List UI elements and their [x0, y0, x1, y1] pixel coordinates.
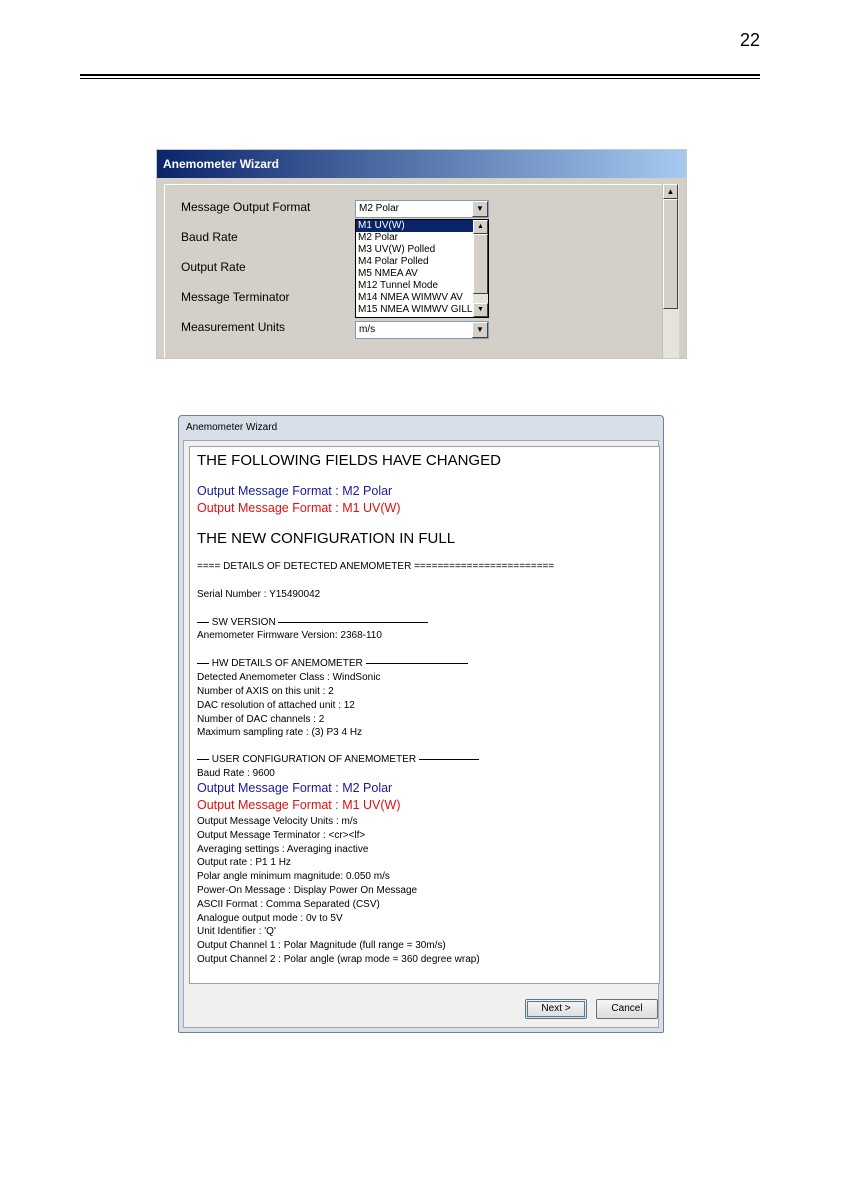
- message-format-dropdown[interactable]: [355, 219, 489, 318]
- baud-rate-line: Baud Rate : 9600: [197, 768, 275, 779]
- dropdown-option[interactable]: M15 NMEA WIMWV GILL: [358, 304, 473, 315]
- old-format-line: Output Message Format : M2 Polar: [197, 484, 393, 498]
- label-output-rate: Output Rate: [181, 260, 246, 274]
- details-header: ==== DETAILS OF DETECTED ANEMOMETER ========================: [197, 561, 555, 572]
- hw-line: DAC resolution of attached unit : 12: [197, 700, 355, 711]
- hw-line: Maximum sampling rate : (3) P3 4 Hz: [197, 727, 363, 738]
- dropdown-option[interactable]: M3 UV(W) Polled: [358, 244, 436, 255]
- user-new-format-line: Output Message Format : M1 UV(W): [197, 798, 401, 812]
- user-line: Output Channel 2 : Polar angle (wrap mode = 360 degree wrap): [197, 954, 480, 965]
- page-number: 22: [740, 30, 761, 50]
- header-rule-thin: [80, 78, 760, 79]
- wizard-title: Anemometer Wizard: [157, 150, 686, 178]
- dropdown-option[interactable]: M4 Polar Polled: [358, 256, 429, 267]
- measurement-units-select[interactable]: [355, 321, 489, 339]
- new-format-line: Output Message Format : M1 UV(W): [197, 501, 401, 515]
- measurement-units-value: m/s: [359, 324, 376, 335]
- hw-line: Detected Anemometer Class : WindSonic: [197, 672, 381, 683]
- user-line: Output Channel 1 : Polar Magnitude (full range = 30m/s): [197, 940, 446, 951]
- label-message-output-format: Message Output Format: [181, 200, 311, 214]
- dropdown-option[interactable]: M2 Polar: [358, 232, 399, 243]
- user-line: Output Message Terminator : <cr><lf>: [197, 830, 366, 841]
- user-config-header: [197, 754, 479, 765]
- cancel-button[interactable]: Cancel: [596, 999, 658, 1019]
- user-line: Output Message Velocity Units : m/s: [197, 816, 358, 827]
- user-line: Polar angle minimum magnitude: 0.050 m/s: [197, 871, 390, 882]
- label-message-terminator: Message Terminator: [181, 290, 290, 304]
- user-line: Output rate : P1 1 Hz: [197, 857, 291, 868]
- scroll-up-icon[interactable]: ▲: [473, 220, 488, 234]
- chevron-down-icon[interactable]: ▼: [472, 201, 488, 217]
- scroll-down-icon[interactable]: ▼: [473, 303, 488, 317]
- next-button[interactable]: Next >: [525, 999, 587, 1019]
- message-format-select[interactable]: [355, 200, 489, 218]
- heading-full: THE NEW CONFIGURATION IN FULL: [197, 530, 456, 547]
- user-line: ASCII Format : Comma Separated (CSV): [197, 899, 380, 910]
- dropdown-option[interactable]: M1 UV(W): [356, 220, 474, 232]
- sw-version-header: [197, 617, 428, 628]
- scroll-up-icon[interactable]: ▲: [663, 184, 678, 199]
- label-baud-rate: Baud Rate: [181, 230, 238, 244]
- sw-version-title: SW VERSION: [211, 617, 276, 628]
- header-rule: [80, 74, 760, 76]
- message-format-value: M2 Polar: [359, 203, 400, 214]
- user-line: Power-On Message : Display Power On Message: [197, 885, 418, 896]
- heading-changed: THE FOLLOWING FIELDS HAVE CHANGED: [197, 452, 501, 469]
- hw-details-title: HW DETAILS OF ANEMOMETER: [211, 658, 363, 669]
- user-line: Averaging settings : Averaging inactive: [197, 844, 369, 855]
- user-line: Unit Identifier : 'Q': [197, 926, 276, 937]
- wizard-frame: [183, 440, 659, 1028]
- dropdown-option[interactable]: M5 NMEA AV: [358, 268, 418, 279]
- hw-details-header: [197, 658, 468, 669]
- firmware-version: Anemometer Firmware Version: 2368-110: [197, 630, 382, 641]
- scroll-thumb[interactable]: [663, 199, 678, 309]
- label-measurement-units: Measurement Units: [181, 320, 286, 334]
- hw-line: Number of DAC channels : 2: [197, 714, 325, 725]
- user-config-title: USER CONFIGURATION OF ANEMOMETER: [211, 754, 417, 765]
- user-old-format-line: Output Message Format : M2 Polar: [197, 781, 393, 795]
- user-line: Analogue output mode : 0v to 5V: [197, 913, 343, 924]
- configuration-report: [189, 446, 660, 984]
- hw-line: Number of AXIS on this unit : 2: [197, 686, 334, 697]
- serial-number: Serial Number : Y15490042: [197, 589, 321, 600]
- dropdown-option[interactable]: M12 Tunnel Mode: [358, 280, 439, 291]
- wizard-title: Anemometer Wizard: [186, 422, 278, 433]
- dropdown-option[interactable]: M14 NMEA WIMWV AV: [358, 292, 463, 303]
- dropdown-scrollbar[interactable]: [473, 220, 488, 317]
- wizard-scrollbar[interactable]: [662, 184, 679, 358]
- dropdown-scroll-thumb[interactable]: [473, 234, 488, 294]
- wizard-screenshot-2: [178, 415, 664, 1033]
- chevron-down-icon[interactable]: ▼: [472, 322, 488, 338]
